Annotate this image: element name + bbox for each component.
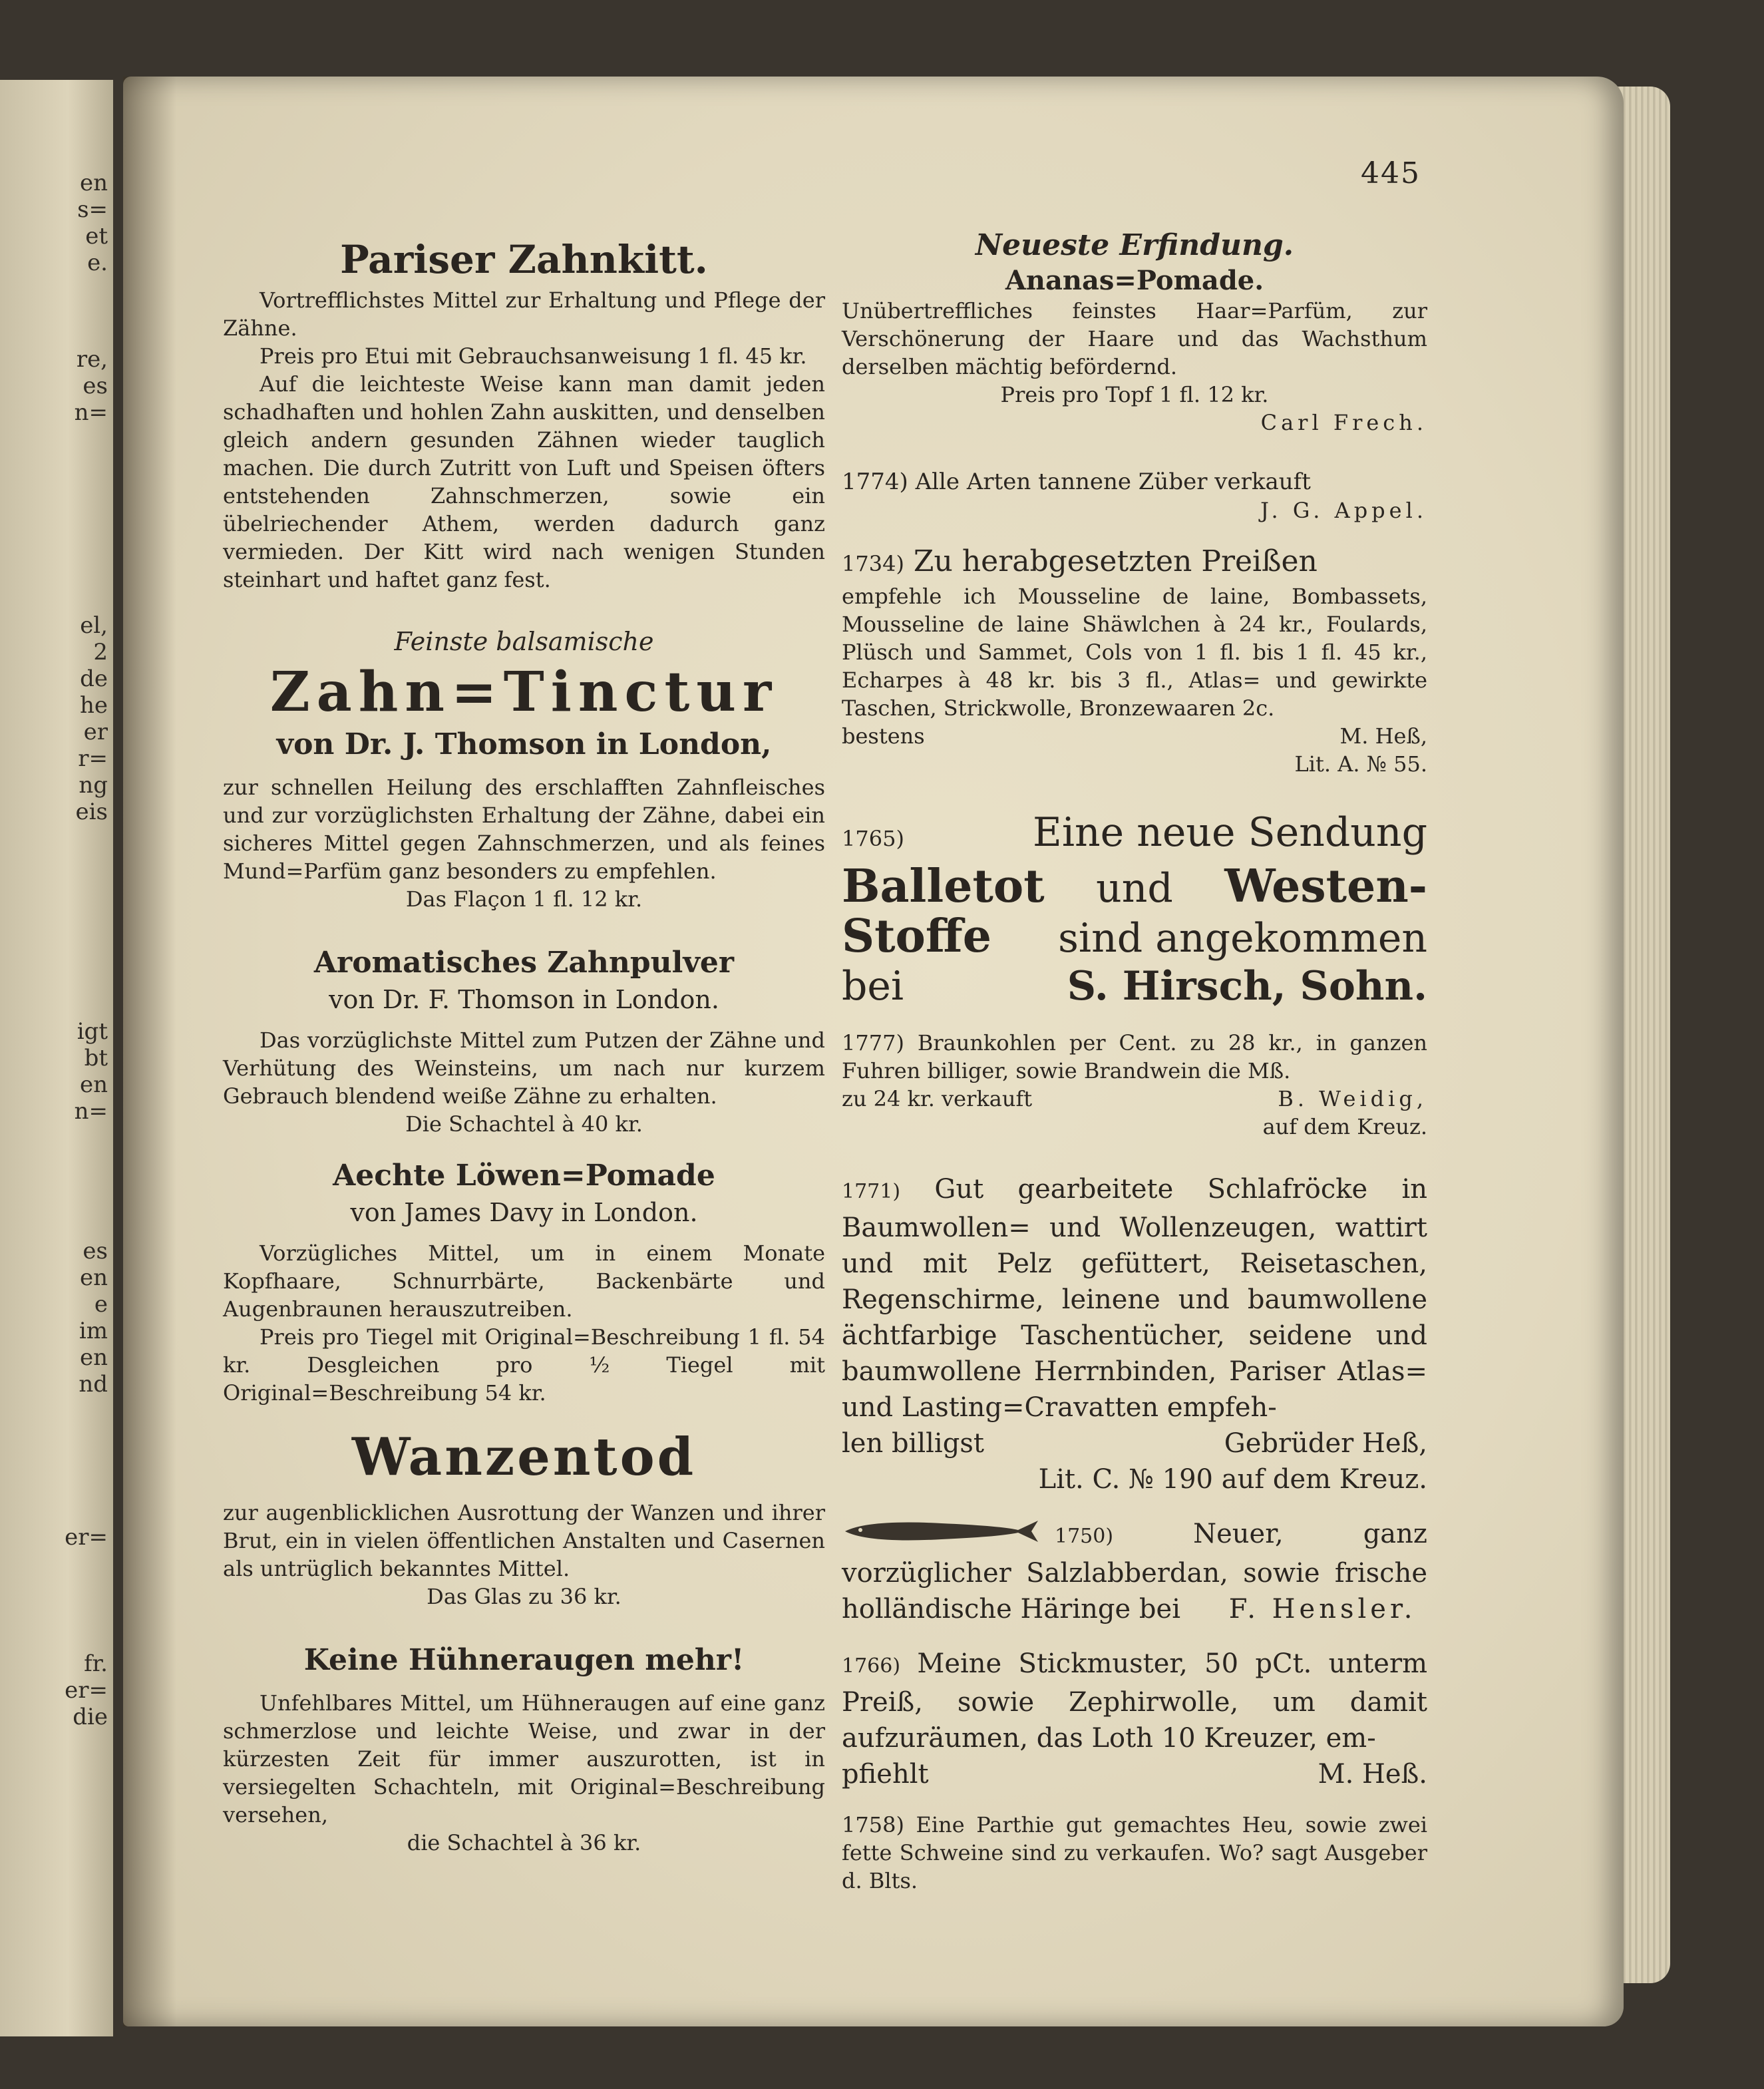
ad-text: Vorzügliches Mittel, um in einem Monate Kopfhaare, Schnurrbärte, Backenbärte und Augenbraunen herauszutreiben. <box>223 1240 825 1322</box>
ad-number: 1777) <box>842 1030 904 1055</box>
ad-word: sind angekommen <box>1058 915 1427 962</box>
left-page-text-fragment: eis <box>75 799 108 825</box>
ad-headline: Zu herabgesetzten Preißen <box>913 544 1318 578</box>
ad-1750 <box>842 1516 1427 1627</box>
ad-line <box>842 862 1427 912</box>
ad-1734 <box>842 543 1427 778</box>
ad-word: Balletot <box>842 860 1045 913</box>
ad-zahn-tinctur <box>223 624 825 913</box>
ad-line <box>842 912 1427 962</box>
left-page-text-fragment: re, <box>76 346 108 373</box>
ad-pretitle: Feinste balsamische <box>394 627 654 656</box>
left-page-text-fragment: nd <box>79 1371 108 1398</box>
left-page-text-fragment: er= <box>65 1524 108 1551</box>
ad-seller: Carl Frech. <box>1260 410 1427 435</box>
ad-number: 1771) <box>842 1180 901 1203</box>
left-page-text-fragment: es <box>83 1238 108 1264</box>
ad-zahnkitt <box>223 233 825 594</box>
ad-price: Preis pro Etui mit Gebrauchsanweisung 1 fl. 45 kr. <box>260 343 807 369</box>
ad-text: zur schnellen Heilung des erschlafften Zahnfleisches und zur vorzüglichsten Erhaltung der Zähne, dabei ein sicheres Mittel gegen Zahnschmerzen, und als feines Mund=Parfüm ganz besonders zu empfehlen. <box>223 775 825 884</box>
left-page-text-fragment: n= <box>74 1098 108 1125</box>
left-page-text-fragment: de <box>80 665 108 692</box>
ad-line <box>842 809 1427 862</box>
ad-text: Das vorzüglichste Mittel zum Putzen der Zähne und Verhütung des Weinsteins, um nach nur kurzem Gebrauch blendend weiße Zähne zu erhalten. <box>223 1028 825 1109</box>
ad-text: Auf die leichteste Weise kann man damit jeden schadhaften und hohlen Zahn auskitten, und denselben gleich andern gesunden Zähnen wieder tauglich machen. Die durch Zutritt von Luft und Speisen öfters entstehenden Zahnschmerzen, sowie ein übelriechender Athem, werden dadurch ganz vermieden. Der Kitt wird nach wenigen Stunden steinhart und haftet ganz fest. <box>223 371 825 592</box>
ad-huehneraugen <box>223 1641 825 1857</box>
ad-title: Neueste Erfindung. <box>975 228 1294 262</box>
ad-text: zur augenblicklichen Ausrottung der Wanzen und ihrer Brut, ein in vielen öffentlichen Anstalten und Casernen als untrüglich bekanntes Mittel. <box>223 1500 825 1581</box>
ad-title: Wanzentod <box>351 1427 697 1487</box>
ad-sign-row <box>842 1425 1427 1461</box>
left-page-text-fragment: ng <box>79 772 108 799</box>
ad-byline: von Dr. J. Thomson in London, <box>276 727 772 761</box>
ad-address: auf dem Kreuz. <box>1262 1114 1427 1139</box>
ad-price: Preis pro Topf 1 fl. 12 kr. <box>1000 382 1269 407</box>
left-page-text-fragment: er= <box>65 1677 108 1704</box>
ad-zahnpulver <box>223 944 825 1138</box>
ad-number: 1766) <box>842 1654 901 1678</box>
ad-seller: Gebrüder Heß, <box>1224 1428 1427 1459</box>
ad-1766 <box>842 1646 1427 1792</box>
left-page-text-fragment: s= <box>77 196 108 223</box>
ad-text-end: bestens <box>842 723 925 749</box>
ad-body <box>842 1171 1427 1425</box>
ad-title: Keine Hühneraugen mehr! <box>303 1643 745 1677</box>
ad-headline-row <box>842 543 1427 582</box>
ad-seller: J. G. Appel. <box>1260 498 1427 523</box>
left-page-text-fragment: n= <box>74 399 108 426</box>
ad-sign-row <box>842 722 1427 750</box>
ad-seller: F. Hensler. <box>1228 1594 1417 1624</box>
left-page-text-fragment: die <box>73 1704 108 1730</box>
ad-body <box>842 1811 1427 1895</box>
ad-word: Stoffe <box>842 910 991 963</box>
ad-subtitle: Ananas=Pomade. <box>1005 265 1264 296</box>
left-page-fragment <box>0 80 113 2036</box>
left-page-text-fragment: er <box>83 719 108 745</box>
ad-title: Aechte Löwen=Pomade <box>333 1159 715 1193</box>
ad-price: Die Schachtel à 40 kr. <box>405 1111 643 1137</box>
ad-text: Alle Arten tannene Züber verkauft <box>915 469 1311 495</box>
ad-byline: von Dr. F. Thomson in London. <box>329 985 719 1014</box>
gutter-shadow <box>123 77 176 2026</box>
page-number: 445 <box>1361 156 1421 190</box>
right-column <box>842 226 1427 1895</box>
ad-body <box>842 1646 1427 1756</box>
ad-body <box>842 1029 1427 1085</box>
ad-seller: B. Weidig, <box>1278 1086 1427 1111</box>
ad-1777 <box>842 1029 1427 1141</box>
ad-text: Unfehlbares Mittel, um Hühneraugen auf eine ganz schmerzlose und leichte Weise, und zwar in der kürzesten Zeit für immer auszurotten, ist in versiegelten Schachteln, mit Original=Beschreibung versehen, <box>223 1690 825 1827</box>
ad-text: Unübertreffliches feinstes Haar=Parfüm, zur Verschönerung der Haare und das Wachsthum derselben mächtig befördernd. <box>842 298 1427 379</box>
ad-number: 1734) <box>842 551 904 576</box>
ad-sign-row <box>842 1085 1427 1113</box>
ad-line <box>842 962 1427 1010</box>
left-page-text-fragment: es <box>83 373 108 399</box>
ad-seller: M. Heß. <box>1318 1759 1427 1790</box>
ad-number: 1758) <box>842 1812 904 1837</box>
ad-text: empfehle ich Mousseline de laine, Bombassets, Mousseline de laine Shäwlchen à 24 kr., Foulards, Plüsch und Sammet, Cols von 1 fl. bis 1 fl. 45 kr., Echarpes à 48 kr. bis 3 fl., Atlas= und gewirkte Taschen, Strickwolle, Bronzewaaren 2c. <box>842 584 1427 721</box>
ad-byline: von James Davy in London. <box>350 1198 698 1227</box>
ad-address: Lit. C. № 190 auf dem Kreuz. <box>1038 1464 1427 1495</box>
left-page-text-fragment: im <box>79 1318 108 1344</box>
ad-address: Lit. A. № 55. <box>1294 751 1427 777</box>
ad-1758 <box>842 1811 1427 1895</box>
left-page-text-fragment: et <box>85 223 108 250</box>
ad-number: 1765) <box>842 826 904 851</box>
ad-word: Westen- <box>1224 860 1427 913</box>
left-column <box>223 233 825 1857</box>
ad-wanzentod <box>223 1425 825 1611</box>
ad-price: Das Flaçon 1 fl. 12 kr. <box>405 886 643 912</box>
ad-neueste-erfindung <box>842 226 1427 437</box>
ad-1771 <box>842 1171 1427 1497</box>
ad-1765 <box>842 809 1427 1010</box>
ad-seller: S. Hirsch, Sohn. <box>1067 963 1427 1010</box>
ad-text: Gut gearbeitete Schlafröcke in Baumwollen= und Wollenzeugen, wattirt und mit Pelz gefüttert, Reisetaschen, Regenschirme, leinene und baumwollene ächtfarbige Taschentücher, seidene und baumwollene Herrnbinden, Pariser Atlas= und Lasting=Cravatten empfeh- <box>842 1174 1427 1423</box>
left-page-text-fragment: en <box>79 1071 108 1098</box>
left-page-text-fragment: en <box>79 1264 108 1291</box>
left-page-text-fragment: en <box>79 170 108 196</box>
left-page-text-fragment: r= <box>78 745 108 772</box>
ad-title: Aromatisches Zahnpulver <box>313 946 735 980</box>
ad-word: bei <box>842 963 904 1010</box>
left-page-text-fragment: 2 <box>93 639 108 665</box>
left-page-text-fragment: e <box>94 1291 108 1318</box>
left-page-text-fragment: e. <box>87 250 108 276</box>
fish-icon <box>842 1517 1041 1555</box>
ad-text-end: len billigst <box>842 1428 984 1459</box>
ad-word: und <box>1096 865 1173 912</box>
ad-body <box>842 467 1427 496</box>
ad-text: Meine Stickmuster, 50 pCt. unterm Preiß, sowie Zephirwolle, um damit aufzuräumen, das Loth 10 Kreuzer, em- <box>842 1648 1427 1754</box>
left-page-text-fragment: bt <box>84 1045 108 1071</box>
left-page-text-fragment: igt <box>77 1018 108 1045</box>
ad-seller: M. Heß, <box>1339 723 1427 749</box>
ad-text-end: zu 24 kr. verkauft <box>842 1086 1033 1111</box>
ad-number: 1774) <box>842 469 908 495</box>
ad-text: Neuer, ganz vorzüglicher Salzlabberdan, sowie frische holländische Häringe bei <box>842 1519 1427 1624</box>
ad-body <box>842 1516 1427 1627</box>
ad-price: die Schachtel à 36 kr. <box>407 1830 641 1855</box>
ad-text: Eine Parthie gut gemachtes Heu, sowie zwei fette Schweine sind zu verkaufen. Wo? sagt Ausgeber d. Blts. <box>842 1812 1428 1893</box>
ad-sign-row <box>842 1756 1427 1792</box>
ad-title: Zahn=Tinctur <box>269 660 779 724</box>
ad-price: Das Glas zu 36 kr. <box>427 1584 621 1609</box>
left-page-text-fragment: fr. <box>84 1650 108 1677</box>
ad-text-end: pfiehlt <box>842 1759 929 1790</box>
left-page-text-fragment: el, <box>80 612 108 639</box>
ad-text: Braunkohlen per Cent. zu 28 kr., in ganzen Fuhren billiger, sowie Brandwein die Mß. <box>842 1030 1428 1083</box>
ad-headline: Eine neue Sendung <box>1033 809 1427 856</box>
left-page-text-fragment: he <box>79 692 108 719</box>
ad-price: Preis pro Tiegel mit Original=Beschreibung 1 fl. 54 kr. Desgleichen pro ½ Tiegel mit Original=Beschreibung 54 kr. <box>223 1324 825 1406</box>
ad-number: 1750) <box>1055 1525 1114 1548</box>
ad-loewen-pomade <box>223 1157 825 1407</box>
ad-title: Pariser Zahnkitt. <box>340 237 708 282</box>
ad-1774 <box>842 467 1427 524</box>
ad-text: Vortrefflichstes Mittel zur Erhaltung und Pflege der Zähne. <box>223 287 825 341</box>
left-page-text-fragment: en <box>79 1344 108 1371</box>
